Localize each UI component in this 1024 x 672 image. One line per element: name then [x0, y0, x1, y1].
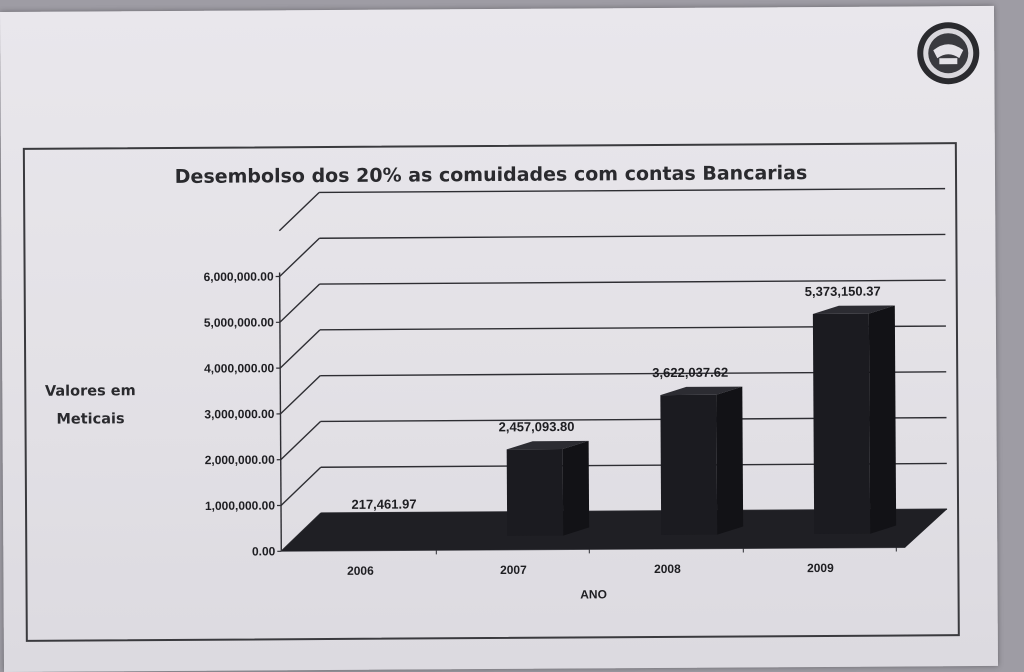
y-tick-label: 2,000,000.00	[205, 453, 275, 467]
y-axis-label-line-2: Meticais	[56, 411, 124, 427]
data-label: 5,373,150.37	[805, 284, 881, 299]
y-tick-label: 4,000,000.00	[204, 361, 274, 375]
y-tick-label: 0.00	[252, 544, 276, 558]
x-tick-label: 2008	[654, 562, 681, 576]
bar-side	[869, 305, 896, 533]
chart-frame	[23, 142, 960, 642]
gridline-side	[281, 421, 321, 459]
y-tick-label: 5,000,000.00	[204, 315, 274, 329]
x-tick-label: 2007	[500, 563, 527, 577]
gridline-back	[319, 234, 945, 238]
paper-sheet	[0, 6, 998, 672]
x-tick-label: 2009	[807, 561, 834, 575]
data-label: 217,461.97	[351, 496, 416, 511]
gridline-side	[279, 238, 319, 276]
gridline-side	[280, 376, 320, 414]
y-tick-label: 1,000,000.00	[205, 499, 275, 513]
gridline-side	[281, 467, 321, 505]
bar-chart	[25, 144, 962, 644]
y-axis-label-line-1: Valores em	[45, 383, 136, 400]
bar-side	[563, 441, 590, 536]
gridline-back	[319, 189, 945, 193]
data-label: 2,457,093.80	[499, 419, 575, 434]
x-tick-label: 2006	[347, 564, 374, 578]
bar-front	[660, 395, 717, 535]
emblem-seal-icon	[915, 20, 981, 86]
y-tick-label: 3,000,000.00	[204, 407, 274, 421]
gridline-side	[280, 330, 320, 368]
gridline-side	[279, 192, 319, 230]
bar-front	[507, 449, 564, 536]
x-axis-label: ANO	[580, 587, 607, 601]
y-tick-label: 6,000,000.00	[204, 270, 274, 284]
data-label: 3,622,037.62	[652, 365, 728, 380]
chart-title: Desembolso dos 20% as comuidades com contas Bancarias	[175, 162, 808, 188]
bar-front	[813, 314, 870, 534]
gridline-side	[280, 284, 320, 322]
y-axis-line	[280, 272, 282, 551]
bar-side	[716, 387, 743, 535]
